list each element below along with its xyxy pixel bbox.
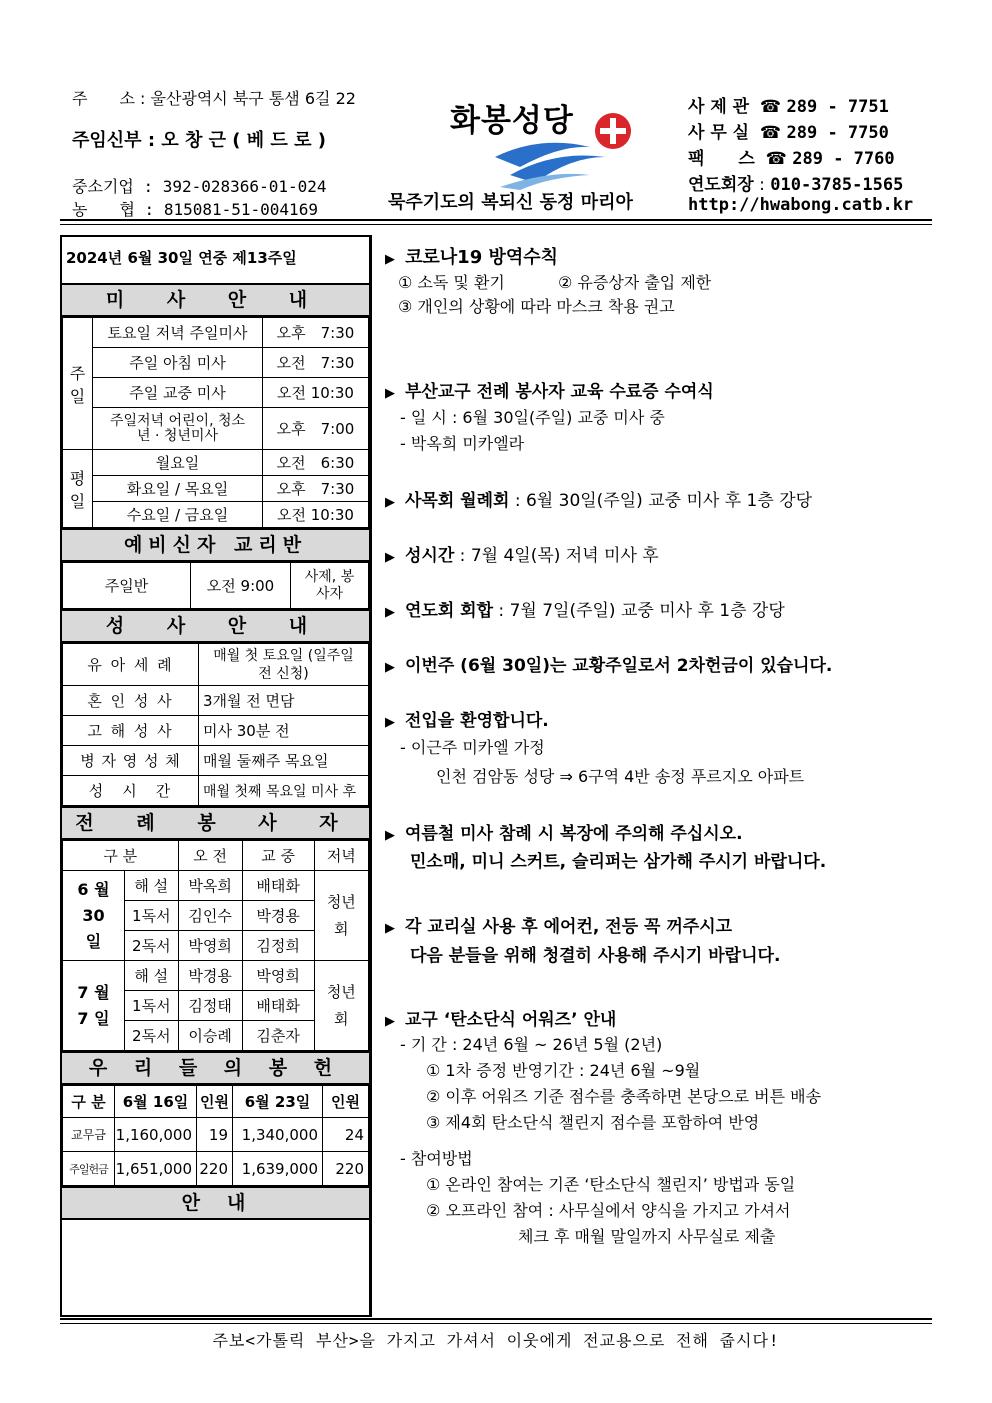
welcome-detail: 인천 검암동 성당 ⇒ 6구역 4반 송정 푸르지오 아파트 <box>436 767 805 786</box>
catechumen-class: 주일반 <box>63 563 191 609</box>
offering-table <box>62 1085 369 1186</box>
covid-title-text: 코로나19 방역수칙 <box>405 247 559 268</box>
pope-sunday-item <box>385 651 832 676</box>
account2: 815081-51-004169 <box>163 200 318 219</box>
minister-role: 1독서 <box>125 901 179 931</box>
welcome-family: - 이근주 미카엘 가정 <box>400 738 545 757</box>
edu-title <box>385 377 714 402</box>
carbon-method-3: 체크 후 매월 말일까지 사무실로 제출 <box>518 1227 776 1246</box>
phone-office-number: 289 - 7750 <box>786 123 889 143</box>
council-line: 연도회장 : 010-3785-1565 <box>688 175 904 195</box>
footer-divider-thin <box>60 1323 932 1324</box>
carbon-item <box>385 1005 616 1030</box>
mass-name: 수요일 / 금요일 <box>93 502 263 528</box>
fax-label: 팩 스 <box>688 149 755 169</box>
catechumen-teacher: 사제, 봉사자 <box>291 563 369 609</box>
holyhour-title: 성시간 <box>405 546 455 566</box>
left-column <box>60 235 371 1317</box>
sacrament-name: 혼 인 성 사 <box>63 686 199 716</box>
yeondo-title: 연도회 회합 <box>405 601 494 621</box>
sacrament-info: 매월 첫째 목요일 미사 후 <box>199 776 369 806</box>
weekday-label: 평일 <box>63 450 93 528</box>
mass-table <box>62 317 369 528</box>
minister-role: 2독서 <box>125 931 179 961</box>
offering-b: 1,340,000 <box>233 1118 323 1152</box>
room-item <box>385 912 732 937</box>
col-header: 교 중 <box>242 841 314 871</box>
sacrament-name: 고 해 성 사 <box>63 716 199 746</box>
offering-name: 주일헌금 <box>63 1152 115 1186</box>
offering-section-title: 우 리 들 의 봉 헌 <box>62 1051 369 1085</box>
minister-am: 김정태 <box>178 991 242 1021</box>
sunday-label: 주일 <box>63 318 93 450</box>
table-row <box>63 348 369 378</box>
minister-am: 김인수 <box>178 901 242 931</box>
offering-a: 1,160,000 <box>115 1118 197 1152</box>
mass-name: 월요일 <box>93 450 263 476</box>
table-row <box>63 476 369 502</box>
phone-rectory-number: 289 - 7751 <box>786 97 889 117</box>
account2-label: 농 협 <box>72 200 135 219</box>
minister-main: 박경용 <box>242 901 314 931</box>
church-name: 화봉성당 <box>450 103 574 139</box>
covid-rule-1: ① 소독 및 환기 <box>398 273 505 292</box>
table-row <box>63 871 369 901</box>
address-label: 주 소 <box>72 89 135 108</box>
pope-sunday-text: 이번주 (6월 30일)는 교황주일로서 2차헌금이 있습니다. <box>405 656 833 676</box>
minister-main: 배태화 <box>242 991 314 1021</box>
phone-office-label: 사 무 실 <box>688 123 750 143</box>
offering-name: 교무금 <box>63 1118 115 1152</box>
carbon-method-1: ① 온라인 참여는 기존 ‘탄소단식 챌린지’ 방법과 동일 <box>426 1175 796 1194</box>
carbon-method-2: ② 오프라인 참여 : 사무실에서 양식을 가지고 가셔서 <box>426 1201 791 1220</box>
table-row <box>63 841 369 871</box>
sacrament-info: 매월 첫 토요일 (일주일 전 신청) <box>199 644 369 686</box>
account1-line: 중소기업 : 392-028366-01-024 <box>72 177 327 196</box>
minister-main: 김춘자 <box>242 1021 314 1051</box>
mass-time: 오전 6:30 <box>263 450 369 476</box>
mass-section-title: 미 사 안 내 <box>62 283 369 317</box>
table-row <box>63 776 369 806</box>
minister-date: 6 월 30 일 <box>63 871 125 961</box>
carbon-point-2: ② 이후 어워즈 기준 점수를 충족하면 본당으로 버튼 배송 <box>426 1087 822 1106</box>
pastor-name: 오 창 근 ( 베 드 로 ) <box>161 130 326 151</box>
arrow-right-icon: ▶ <box>385 386 395 401</box>
sacrament-info: 매월 둘째주 목요일 <box>199 746 369 776</box>
offering-b: 1,639,000 <box>233 1152 323 1186</box>
minister-evening: 청년회 <box>314 961 368 1051</box>
phone-rectory-label: 사 제 관 <box>688 97 750 117</box>
offering-an: 19 <box>197 1118 233 1152</box>
website-link[interactable]: http://hwabong.catb.kr <box>688 195 914 215</box>
wave-cross-icon <box>440 95 650 190</box>
table-row <box>63 686 369 716</box>
covid-rule-3: ③ 개인의 상황에 따라 마스크 착용 권고 <box>398 297 675 316</box>
header-divider-thin <box>60 224 932 225</box>
minister-role: 1독서 <box>125 991 179 1021</box>
arrow-right-icon: ▶ <box>385 828 395 843</box>
footer-text: 주보<가톨릭 부산>을 가지고 가셔서 이웃에게 전교용으로 전해 줍시다! <box>212 1331 780 1350</box>
col-header: 6월 16일 <box>115 1086 197 1118</box>
table-row <box>63 1118 369 1152</box>
address: 울산광역시 북구 통샘 6길 22 <box>150 89 356 108</box>
holyhour-detail: : 7월 4일(목) 저녁 미사 후 <box>454 546 659 566</box>
minister-evening: 청년회 <box>314 871 368 961</box>
dress-line-1: 여름철 미사 참례 시 복장에 주의해 주십시오. <box>405 824 743 844</box>
arrow-right-icon: ▶ <box>385 921 395 936</box>
arrow-right-icon: ▶ <box>385 605 395 620</box>
offering-an: 220 <box>197 1152 233 1186</box>
col-header: 저녁 <box>314 841 368 871</box>
account1: 392-028366-01-024 <box>162 177 327 196</box>
minister-main: 김정희 <box>242 931 314 961</box>
church-logo <box>440 95 650 190</box>
offering-bn: 24 <box>323 1118 369 1152</box>
covid-title <box>385 243 558 269</box>
pastor-label: 주임신부 <box>72 130 142 151</box>
table-row <box>63 408 369 450</box>
carbon-method: - 참여방법 <box>400 1149 473 1168</box>
mass-name: 토요일 저녁 주일미사 <box>93 318 263 348</box>
arrow-right-icon: ▶ <box>385 252 395 267</box>
phone-icon: ☎ <box>759 123 782 143</box>
carbon-period: - 기 간 : 24년 6월 ~ 26년 5월 (2년) <box>400 1035 663 1054</box>
meeting-title: 사목회 월례회 <box>405 491 510 511</box>
dress-item <box>385 819 743 844</box>
room-line-1: 각 교리실 사용 후 에어컨, 전등 꼭 꺼주시고 <box>405 917 733 937</box>
minister-role: 2독서 <box>125 1021 179 1051</box>
minister-role: 해 설 <box>125 961 179 991</box>
yeondo-detail: : 7월 7일(주일) 교중 미사 후 1층 강당 <box>493 601 785 621</box>
edu-title-text: 부산교구 전례 봉사자 교육 수료증 수여식 <box>405 382 714 402</box>
meeting-item <box>385 486 812 511</box>
phone-office <box>688 118 889 143</box>
table-row <box>63 563 369 609</box>
mass-time: 오후 7:00 <box>263 408 369 450</box>
fax-line <box>688 144 895 169</box>
table-row <box>63 644 369 686</box>
sacrament-section-title: 성 사 안 내 <box>62 609 369 643</box>
date-line: 2024년 6월 30일 연중 제13주일 <box>66 249 297 267</box>
table-row <box>63 1152 369 1186</box>
minister-am: 박옥희 <box>178 871 242 901</box>
table-row <box>63 716 369 746</box>
minister-date: 7 월 7 일 <box>63 961 125 1051</box>
yeondo-item <box>385 596 785 621</box>
pastor-line: 주임신부 : 오 창 근 ( 베 드 로 ) <box>72 130 326 151</box>
carbon-title: 교구 ‘탄소단식 어워즈’ 안내 <box>405 1010 617 1030</box>
meeting-detail: : 6월 30일(주일) 교중 미사 후 1층 강당 <box>509 491 813 511</box>
table-row <box>63 961 369 991</box>
welcome-item <box>385 706 549 731</box>
ministers-table <box>62 840 369 1051</box>
minister-am: 이승례 <box>178 1021 242 1051</box>
church-motto: 묵주기도의 복되신 동정 마리아 <box>388 192 633 213</box>
catechumen-section-title: 예비신자 교리반 <box>62 528 369 562</box>
mass-time: 오후 7:30 <box>263 476 369 502</box>
edu-date: - 일 시 : 6월 30일(주일) 교중 미사 중 <box>400 408 665 427</box>
minister-main: 배태화 <box>242 871 314 901</box>
carbon-point-1: ① 1차 증정 반영기간 : 24년 6월 ~9월 <box>426 1061 701 1080</box>
arrow-right-icon: ▶ <box>385 1014 395 1029</box>
room-line-2: 다음 분들을 위해 청결히 사용해 주시기 바랍니다. <box>410 946 781 966</box>
minister-am: 박영희 <box>178 931 242 961</box>
council-phone: 010-3785-1565 <box>770 175 904 195</box>
table-row <box>63 746 369 776</box>
minister-role: 해 설 <box>125 871 179 901</box>
sacrament-table <box>62 643 369 806</box>
minister-am: 박경용 <box>178 961 242 991</box>
phone-rectory <box>688 92 889 117</box>
sacrament-info: 미사 30분 전 <box>199 716 369 746</box>
catechumen-table <box>62 562 369 609</box>
fax-number: 289 - 7760 <box>792 149 895 169</box>
offering-a: 1,651,000 <box>115 1152 197 1186</box>
council-label: 연도회장 <box>688 175 754 195</box>
carbon-point-3: ③ 제4회 탄소단식 챌린지 점수를 포함하여 반영 <box>426 1113 760 1132</box>
header-divider <box>60 219 932 221</box>
arrow-right-icon: ▶ <box>385 495 395 510</box>
welcome-title: 전입을 환영합니다. <box>405 711 549 731</box>
offering-bn: 220 <box>323 1152 369 1186</box>
account1-label: 중소기업 <box>72 177 134 196</box>
catechumen-time: 오전 9:00 <box>191 563 291 609</box>
holyhour-item <box>385 541 659 566</box>
notice-section-title: 안 내 <box>62 1186 369 1220</box>
col-header: 인원 <box>197 1086 233 1118</box>
minister-main: 박영희 <box>242 961 314 991</box>
dress-line-2: 민소매, 미니 스커트, 슬리퍼는 삼가해 주시기 바랍니다. <box>410 852 827 872</box>
mass-time: 오전 7:30 <box>263 348 369 378</box>
arrow-right-icon: ▶ <box>385 550 395 565</box>
address-line: 주 소 : 울산광역시 북구 통샘 6길 22 <box>72 89 356 108</box>
sacrament-name: 성 시 간 <box>63 776 199 806</box>
col-header: 인원 <box>323 1086 369 1118</box>
phone-icon: ☎ <box>759 97 782 117</box>
table-row <box>63 1086 369 1118</box>
mass-time: 오전 10:30 <box>263 378 369 408</box>
mass-name: 화요일 / 목요일 <box>93 476 263 502</box>
sacrament-name: 유 아 세 례 <box>63 644 199 686</box>
mass-name: 주일 아침 미사 <box>93 348 263 378</box>
account2-line: 농 협 : 815081-51-004169 <box>72 200 318 219</box>
arrow-right-icon: ▶ <box>385 715 395 730</box>
table-row <box>63 378 369 408</box>
table-row <box>63 502 369 528</box>
mass-time: 오전 10:30 <box>263 502 369 528</box>
mass-name: 주일저녁 어린이, 청소년 · 청년미사 <box>93 408 263 450</box>
sacrament-info: 3개월 전 면담 <box>199 686 369 716</box>
col-header: 6월 23일 <box>233 1086 323 1118</box>
col-header: 구 분 <box>63 841 179 871</box>
table-row <box>63 450 369 476</box>
col-header: 오 전 <box>178 841 242 871</box>
phone-icon: ☎ <box>765 149 787 169</box>
edu-person: - 박옥희 미카엘라 <box>400 434 525 453</box>
mass-name: 주일 교중 미사 <box>93 378 263 408</box>
footer-divider <box>60 1318 932 1320</box>
sacrament-name: 병 자 영 성 체 <box>63 746 199 776</box>
table-row <box>63 318 369 348</box>
arrow-right-icon: ▶ <box>385 660 395 675</box>
covid-rule-2: ② 유증상자 출입 제한 <box>558 273 712 292</box>
col-header: 구 분 <box>63 1086 115 1118</box>
mass-time: 오후 7:30 <box>263 318 369 348</box>
column-divider <box>370 235 372 1317</box>
ministers-section-title: 전 례 봉 사 자 <box>62 806 369 840</box>
